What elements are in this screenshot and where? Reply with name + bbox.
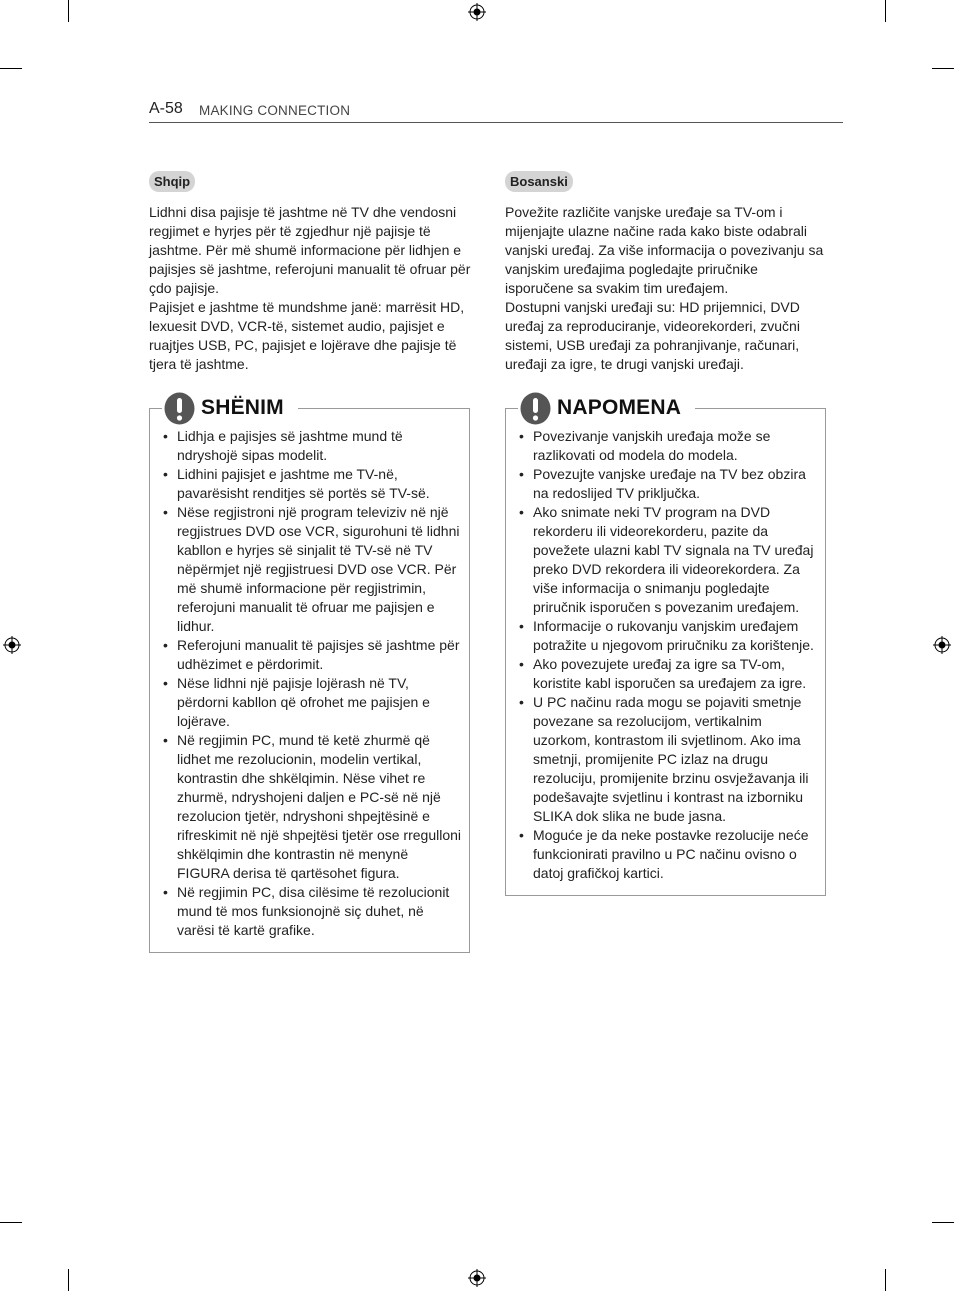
crop-mark <box>0 1222 22 1223</box>
list-item: • Nëse lidhni një pajisje lojërash në TV, përdorni kabllon që ofrohet me pajisjen e lojërave. <box>162 674 461 731</box>
note-title: SHËNIM <box>201 396 284 419</box>
exclamation-circle-icon <box>520 392 551 425</box>
language-badge: Shqip <box>149 171 195 192</box>
list-item: • U PC načinu rada mogu se pojaviti smetnje povezane sa rezolucijom, vertikalnim uzorkom, kontrastom ili svjetlinom. Ako ima smetnji, promijenite PC izlaz na drugu rezoluciju, promijenite brzinu osvježavanja ili podešavajte svjetlinu i kontrast na izborniku SLIKA dok slika ne bude jasna. <box>518 693 817 826</box>
list-item: • Moguće je da neke postavke rezolucije neće funkcionirati pravilno u PC načinu ovisno o datoj grafičkoj kartici. <box>518 826 817 883</box>
registration-mark-icon <box>468 1269 486 1287</box>
page-number: A-58 <box>149 100 183 117</box>
intro-paragraph: Pajisjet e jashtme të mundshme janë: marrësit HD, lexuesit DVD, VCR-të, sistemet audio, pajisjet e ruajtjes USB, PC, pajisjet e lojërave dhe pajisje të tjera të jashtme. <box>149 299 465 372</box>
exclamation-circle-icon <box>164 392 195 425</box>
list-item: • Referojuni manualit të pajisjes së jashtme për udhëzimet e përdorimit. <box>162 636 461 674</box>
crop-mark <box>932 68 954 69</box>
note-header <box>518 390 695 426</box>
note-header <box>162 390 298 426</box>
language-badge: Bosanski <box>505 171 573 192</box>
note-box <box>505 396 826 896</box>
intro-text <box>505 203 827 374</box>
crop-mark <box>932 1222 954 1223</box>
section-title: MAKING CONNECTION <box>199 103 351 118</box>
registration-mark-icon <box>468 3 486 21</box>
list-item: • Lidhja e pajisjes së jashtme mund të ndryshojë sipas modelit. <box>162 427 461 465</box>
crop-mark <box>885 1269 886 1291</box>
list-item: • Povezujte vanjske uređaje na TV bez obzira na redoslijed TV priključka. <box>518 465 817 503</box>
intro-paragraph: Dostupni vanjski uređaji su: HD prijemnici, DVD uređaj za reproduciranje, videorekorderi, zvučni sistemi, USB uređaji za pohranjivanje, računari, uređaji za igre, te drugi vanjski uređaji. <box>505 299 800 372</box>
note-box <box>149 396 470 953</box>
list-item: • Informacije o rukovanju vanjskim uređajem potražite u njegovom priručniku za korištenje. <box>518 617 817 655</box>
list-item: • Ako povezujete uređaj za igre sa TV-om, koristite kabl isporučen sa uređajem za igre. <box>518 655 817 693</box>
list-item: • Në regjimin PC, mund të ketë zhurmë që lidhet me rezolucionin, modelin vertikal, kontrastin dhe shkëlqimin. Nëse vihet re zhurmë, ndryshojeni daljen e PC-së në një rezolucion tjetër, ndryshoni shpejtësinë e rifreskimit në një shpejtësi tjetër ose rregulloni shkëlqimin dhe kontrastin në menynë FIGURA derisa të qartësohet figura. <box>162 731 461 883</box>
list-item: • Lidhini pajisjet e jashtme me TV-në, pavarësisht renditjes së portës së TV-së. <box>162 465 461 503</box>
registration-mark-icon <box>3 636 21 654</box>
crop-mark <box>0 68 22 69</box>
crop-mark <box>68 0 69 22</box>
column-albanian <box>149 171 471 953</box>
column-bosnian <box>505 171 827 896</box>
intro-paragraph: Povežite različite vanjske uređaje sa TV-om i mijenjajte ulazne načine rada kako biste odabrali vanjski uređaj. Za više informacija o povezivanju sa vanjskim uređajima pogledajte priručnike isporučene sa svakim tim uređajem. <box>505 204 824 296</box>
list-item: • Në regjimin PC, disa cilësime të rezolucionit mund të mos funksionojnë siç duhet, në varësi të kartë grafike. <box>162 883 461 940</box>
list-item: • Nëse regjistroni një program televiziv në një regjistrues DVD ose VCR, sigurohuni të lidhni kabllon e hyrjes së sinjalit të TV-së në TV nëpërmjet një regjistruesi DVD ose VCR. Për më shumë informacione për regjistrimin, referojuni manualit të ofruar me pajisjen e lidhur. <box>162 503 461 636</box>
list-item: • Ako snimate neki TV program na DVD rekorderu ili videorekorderu, pazite da povežete ulazni kabl TV signala na TV uređaj preko DVD rekordera ili videorekordera. Za više informacija o snimanju pogledajte priručnik isporučen s povezanim uređajem. <box>518 503 817 617</box>
list-item: • Povezivanje vanjskih uređaja može se razlikovati od modela do modela. <box>518 427 817 465</box>
crop-mark <box>885 0 886 22</box>
crop-mark <box>68 1269 69 1291</box>
note-title: NAPOMENA <box>557 396 682 419</box>
note-list <box>162 427 461 940</box>
intro-text <box>149 203 471 374</box>
registration-mark-icon <box>933 636 951 654</box>
intro-paragraph: Lidhni disa pajisje të jashtme në TV dhe vendosni regjimet e hyrjes për të zgjedhur një pajisje të jashtme. Për më shumë informacione për lidhjen e pajisjes së jashtme, referojuni manualit të ofruar për çdo pajisje. <box>149 204 471 296</box>
note-list <box>518 427 817 883</box>
page-header <box>149 100 843 123</box>
